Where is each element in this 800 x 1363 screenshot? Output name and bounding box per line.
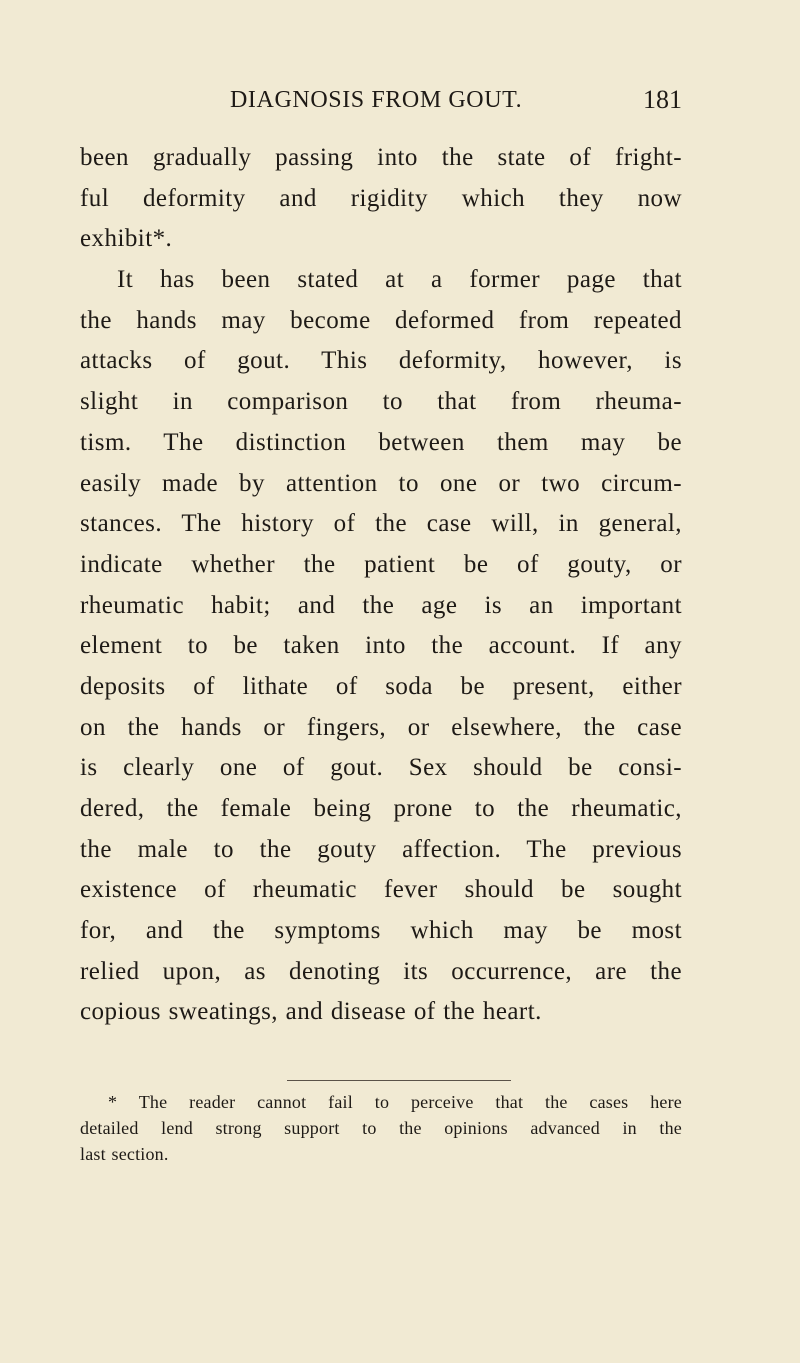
body-line: copious sweatings, and disease of the heart. (80, 998, 542, 1026)
body-line: is clearly one of gout. Sex should be consi- (80, 754, 682, 782)
body-line: for, and the symptoms which may be most (80, 917, 682, 945)
body-line: relied upon, as denoting its occurrence, are the (80, 957, 682, 985)
body-line: indicate whether the patient be of gouty, or (80, 550, 682, 578)
footnote (80, 1089, 682, 1167)
body-line: the hands may become deformed from repeated (80, 306, 682, 334)
body-line: ful deformity and rigidity which they now (80, 184, 682, 212)
body-line: easily made by attention to one or two circum- (80, 469, 682, 497)
body-line: on the hands or fingers, or elsewhere, the case (80, 713, 682, 741)
footnote-line: last section. (80, 1144, 169, 1164)
footnote-divider (287, 1080, 511, 1081)
body-line: tism. The distinction between them may be (80, 428, 682, 456)
running-head (80, 80, 682, 120)
running-title: DIAGNOSIS FROM GOUT. (230, 87, 523, 113)
body-line: exhibit*. (80, 225, 173, 253)
body-line: element to be taken into the account. If any (80, 632, 682, 660)
body-line: slight in comparison to that from rheuma- (80, 388, 682, 416)
footnote-line: * The reader cannot fail to perceive that the cases here (108, 1092, 682, 1112)
body-line: rheumatic habit; and the age is an important (80, 591, 682, 619)
body-line: stances. The history of the case will, in general, (80, 510, 682, 538)
body-line: dered, the female being prone to the rheumatic, (80, 795, 682, 822)
body-line: deposits of lithate of soda be present, either (80, 672, 682, 700)
body-line: attacks of gout. This deformity, however, is (80, 347, 682, 375)
body-line: the male to the gouty affection. The previous (80, 835, 682, 863)
body-text (80, 138, 682, 1033)
body-line: been gradually passing into the state of fright- (80, 144, 682, 171)
footnote-line: detailed lend strong support to the opinions advanced in the (80, 1118, 682, 1138)
page-number: 181 (643, 85, 682, 114)
body-line: existence of rheumatic fever should be sought (80, 876, 682, 904)
paragraph-start-line: It has been stated at a former page that (117, 266, 682, 294)
